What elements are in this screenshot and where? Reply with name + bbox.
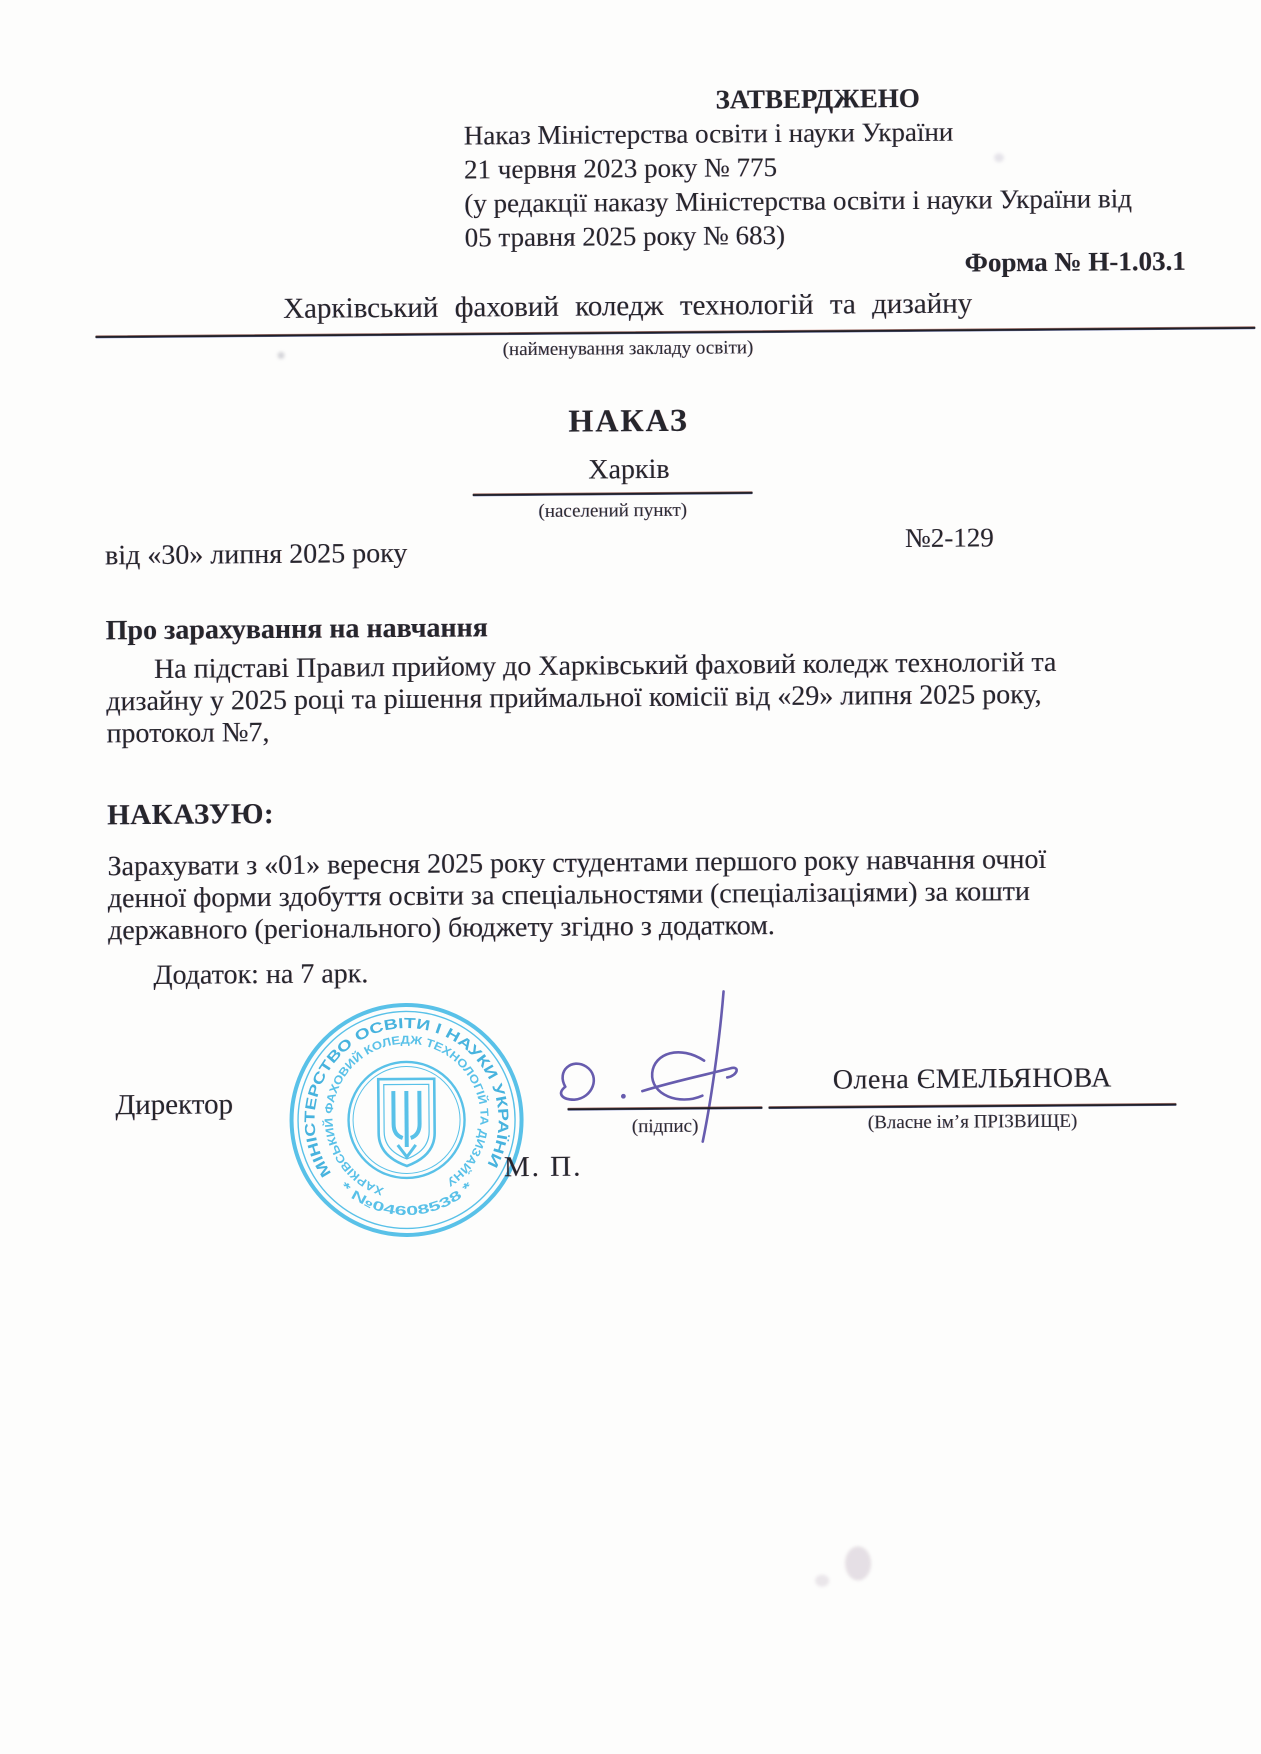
signee-name: Олена ЄМЕЛЬЯНОВА xyxy=(832,1062,1112,1096)
signature-cross-stroke xyxy=(642,1068,737,1091)
name-line xyxy=(768,1103,1176,1109)
institution-name: Харківський фаховий коледж технологій та дизайну xyxy=(283,287,973,325)
city-underline xyxy=(473,491,753,496)
official-round-stamp xyxy=(281,994,533,1246)
scan-speckle xyxy=(994,153,1004,162)
scan-speckle xyxy=(840,698,848,704)
attachment-note: Додаток: на 7 арк. xyxy=(153,958,369,991)
ukraine-trident-icon xyxy=(378,1079,435,1166)
scan-speckle xyxy=(278,352,285,359)
resolution-paragraph: Зарахувати з «01» вересня 2025 року студентами першого року навчання очної денної форми здобуття освіти за спеціальностями (спеціалізаціями) за кошти державного (регіонального) бюджету згідно з додатком. xyxy=(107,843,1047,947)
approved-label: ЗАТВЕРДЖЕНО xyxy=(715,82,920,115)
order-number: №2-129 xyxy=(904,522,994,554)
approval-line-2: 21 червня 2023 року № 775 xyxy=(463,152,778,185)
order-title: НАКАЗ xyxy=(568,401,689,439)
form-number: Форма № Н-1.03.1 xyxy=(964,245,1186,278)
stamp-inner-text: ХАРКІВСЬКИЙ ФАХОВИЙ КОЛЕДЖ ТЕХНОЛОГІЙ ТА ДИЗАЙНУ xyxy=(323,1034,490,1197)
approval-line-4: 05 травня 2025 року № 683) xyxy=(464,219,786,253)
signature-caption: (підпис) xyxy=(631,1115,699,1138)
approval-line-3: (у редакції наказу Міністерства освіти і науки України від xyxy=(464,183,1133,219)
scan-speckle xyxy=(845,1546,871,1580)
stamp-outer-text: МІНІСТЕРСТВО ОСВІТИ І НАУКИ УКРАЇНИ xyxy=(302,1015,511,1180)
seal-placeholder-label: М. П. xyxy=(503,1150,583,1184)
order-city: Харків xyxy=(588,453,670,486)
order-subject: Про зарахування на навчання xyxy=(105,612,488,647)
basis-paragraph: На підставі Правил прийому до Харківський фаховий коледж технологій та дизайну у 2025 році та рішення приймальної комісії від «29» липня 2025 року, протокол №7, xyxy=(106,646,1057,750)
order-date: від «30» липня 2025 року xyxy=(104,537,408,572)
stamp-number: * №04608538 * xyxy=(337,1178,474,1219)
director-label: Директор xyxy=(115,1088,234,1122)
approval-line-1: Наказ Міністерства освіти і науки України xyxy=(463,116,954,151)
resolve-heading: НАКАЗУЮ: xyxy=(107,798,275,832)
name-caption: (Власне ім’я ПРІЗВИЩЕ) xyxy=(867,1110,1078,1134)
institution-caption: (найменування закладу освіти) xyxy=(502,337,754,361)
city-caption: (населений пункт) xyxy=(538,499,688,522)
scan-speckle xyxy=(815,1575,829,1587)
signature-loop-stroke xyxy=(561,1064,594,1100)
approval-block xyxy=(463,79,1170,255)
